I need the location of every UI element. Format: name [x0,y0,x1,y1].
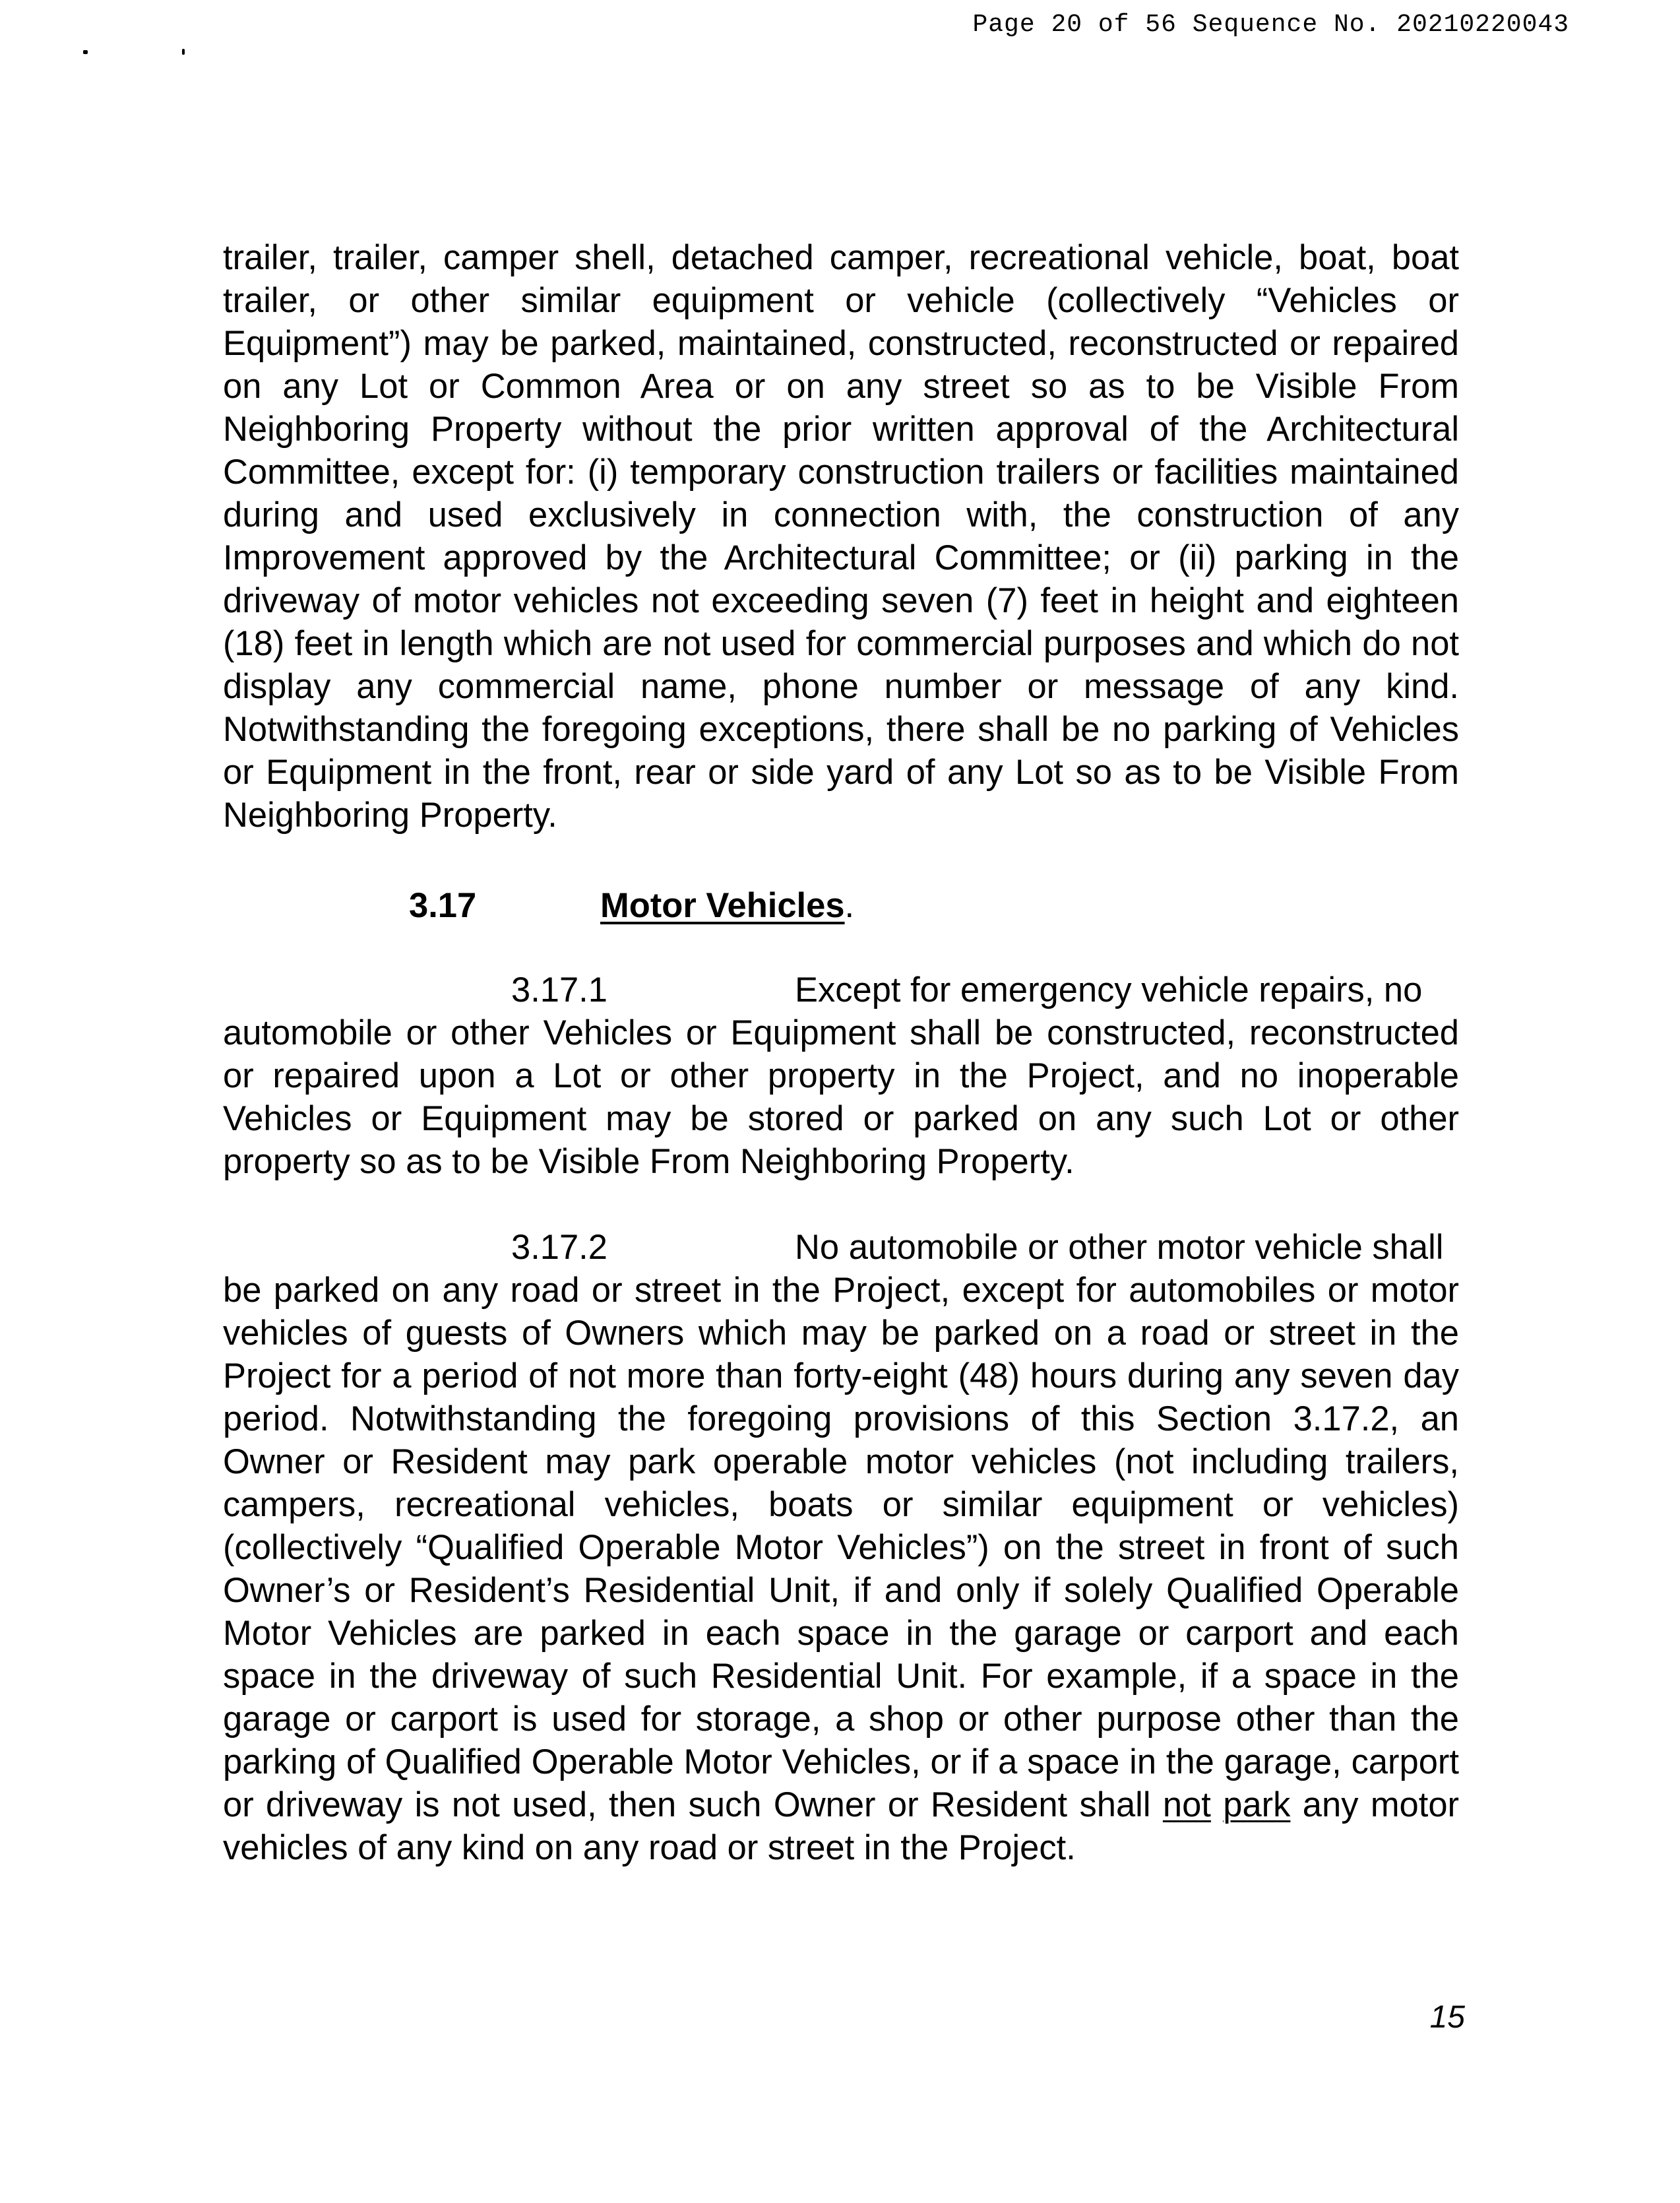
subsection-first-line [223,1226,1459,1269]
subsection-number: 3.17.2 [511,1228,607,1267]
scan-specks [83,48,189,57]
subsection-lead-text: Except for emergency vehicle repairs, no [795,971,1423,1009]
section-title: Motor Vehicles [600,886,845,925]
recording-stamp: Page 20 of 56 Sequence No. 20210220043 [972,11,1569,39]
scan-speck [83,50,88,54]
subsection-lead-text: No automobile or other motor vehicle shall [795,1228,1444,1267]
subsection-body: be parked on any road or street in the Project, except for automobiles or motor vehicles of guests of Owners which may be parked on a road or street in the Project for a period of not more than forty-eight (48) hours during any seven day period. Notwithstanding the foregoing provisions of this Section 3.17.2, an Owner or Resident may park operable motor vehicles (not including trailers, campers, recreational vehicles, boats or similar equipment or vehicles) (collectively “Qualified Operable Motor Vehicles”) on the street in front of such Owner’s or Resident’s Residential Unit, if and only if solely Qualified Operable Motor Vehicles are parked in each space in the garage or carport and each space in the driveway of such Residential Unit. For example, if a space in the garage or carport is used for storage, a shop or other purpose other than the parking of Qualified Operable Motor Vehicles, or if a space in the garage, carport or driveway is not used, then such Owner or Resident shall [223,1271,1459,1824]
subsection-3-17-2 [223,1226,1459,1869]
subsection-3-17-1 [223,969,1459,1183]
section-title-period: . [844,886,855,925]
subsection-first-line [223,969,1459,1011]
paragraph-continuation: trailer, trailer, camper shell, detached camper, recreational vehicle, boat, boat trailer, or other similar equipment or vehicle (collectively “Vehicles or Equipment”) may be parked, maintained, constructed, reconstructed or repaired on any Lot or Common Area or on any street so as to be Visible From Neighboring Property without the prior written approval of the Architectural Committee, except for: (i) temporary construction trailers or facilities maintained during and used exclusively in connection with, the construction of any Improvement approved by the Architectural Committee; or (ii) parking in the driveway of motor vehicles not exceeding seven (7) feet in height and eighteen (18) feet in length which are not used for commercial purposes and which do not display any commercial name, phone number or message of any kind. Notwithstanding the foregoing exceptions, there shall be no parking of Vehicles or Equipment in the front, rear or side yard of any Lot so as to be Visible From Neighboring Property. [223,238,1459,835]
subsection-body: automobile or other Vehicles or Equipment shall be constructed, reconstructed or repaired upon a Lot or other property in the Project, and no inoperable Vehicles or Equipment may be stored or parked on any such Lot or other property so as to be Visible From Neighboring Property. [223,1013,1459,1181]
scan-speck [182,49,185,55]
emphasis-park: park [1223,1785,1291,1824]
section-number: 3.17 [409,886,477,925]
subsection-tail: any motor vehicles of any kind on any road or street in the Project. [223,1785,1460,1867]
section-heading [409,884,854,927]
emphasis-not: not [1162,1785,1211,1824]
page-number: 15 [1429,2000,1465,2035]
subsection-number: 3.17.1 [511,971,607,1009]
